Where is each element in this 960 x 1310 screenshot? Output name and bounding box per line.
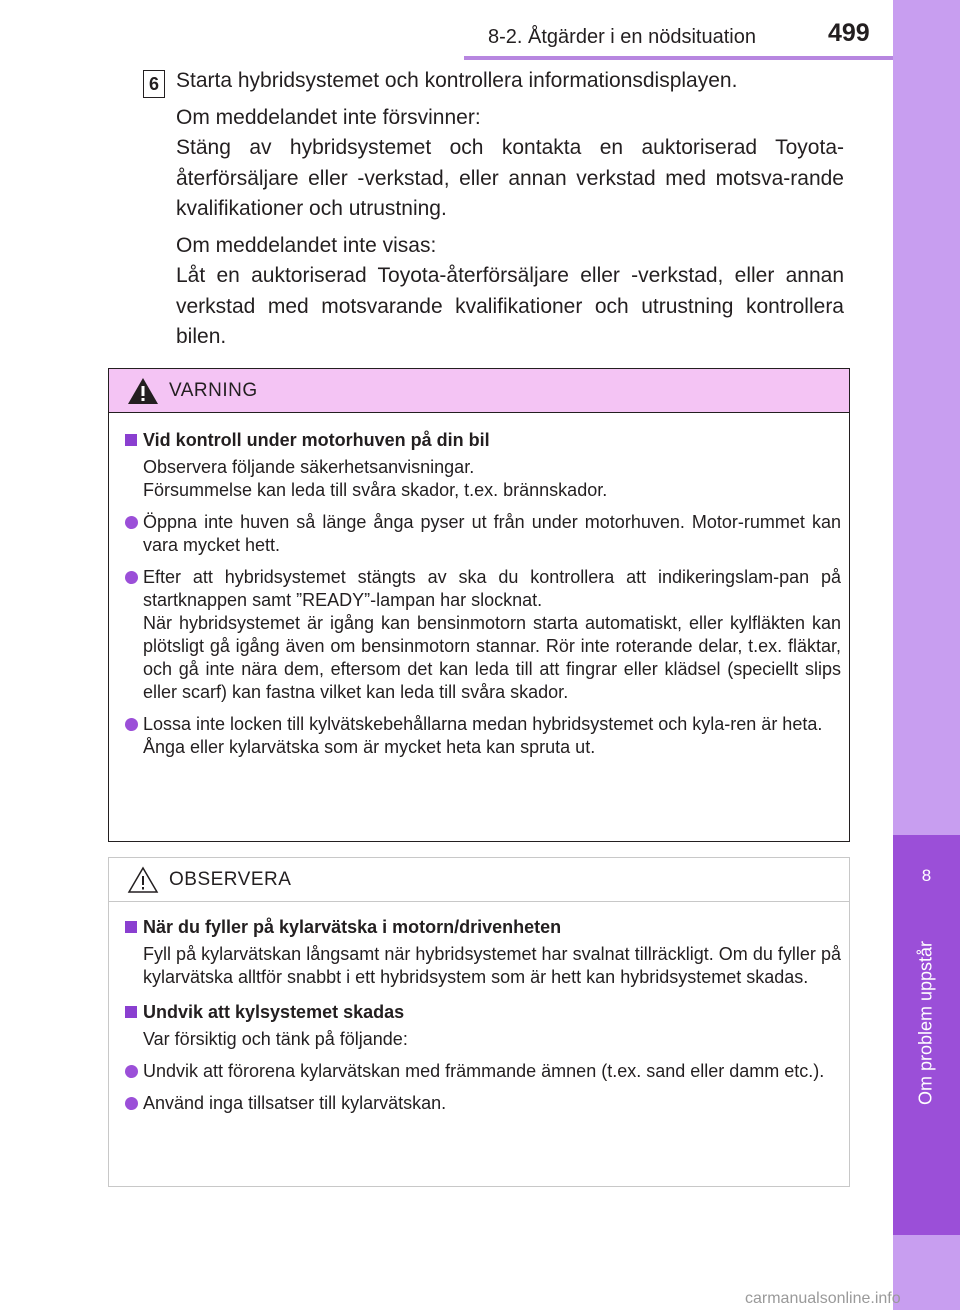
warning-body <box>123 429 841 759</box>
notice-subheading-2: Undvik att kylsystemet skadas <box>123 1001 841 1024</box>
round-bullet-icon <box>125 718 138 731</box>
notice-section-1-text: Fyll på kylarvätskan långsamt när hybridsystemet har svalnat tillräckligt. Om du fyller på kylarvätska alltför snabbt i ett hybridsystem som är hett kan hybridsystemet skadas. <box>143 944 841 987</box>
warning-bullet: Lossa inte locken till kylvätskebehållarna medan hybridsystemet och kyla-ren är heta. Ånga eller kylarvätska som är mycket heta kan spruta ut. <box>123 713 841 759</box>
warning-triangle-icon <box>127 377 159 405</box>
notice-header <box>109 858 849 902</box>
step-line-5: Låt en auktoriserad Toyota-återförsäljare eller -verkstad, eller annan verkstad med motsvarande kvalifikationer och utrustning kontrollera bilen. <box>176 264 844 348</box>
warning-intro-2: Försummelse kan leda till svåra skador, t.ex. brännskador. <box>143 480 608 500</box>
warning-bullet: Efter att hybridsystemet stängts av ska du kontrollera att indikeringslam-pan på startknappen samt ”READY”-lampan har slocknat. När hybridsystemet är igång kan bensinmotorn starta automatiskt, eller kylfläkten kan plötsligt gå igång även om bensinmotorn stannar. Rör inte roterande delar, t.ex. fläktar, och gå inte nära dem, eftersom det kan leda till att fingrar eller klädsel (speciellt slips eller scarf) kan fastna vilket kan leda till svåra skador. <box>123 566 841 704</box>
section-title: 8-2. Åtgärder i en nödsituation <box>488 26 756 48</box>
square-bullet-icon <box>125 921 137 933</box>
caution-triangle-icon <box>127 866 159 894</box>
watermark: carmanualsonline.info <box>745 1290 901 1307</box>
step-number-badge: 6 <box>143 70 165 98</box>
step-line-3: Stäng av hybridsystemet och kontakta en auktoriserad Toyota-återförsäljare eller -verkstad, eller annan verkstad med motsva-rande kvalifikationer och utrustning. <box>176 136 844 220</box>
round-bullet-icon <box>125 516 138 529</box>
step-instructions <box>176 66 844 353</box>
notice-subheading-1: När du fyller på kylarvätska i motorn/drivenheten <box>123 916 841 939</box>
square-bullet-icon <box>125 1006 137 1018</box>
step-line-4: Om meddelandet inte visas: <box>176 233 437 257</box>
notice-box <box>108 857 850 1187</box>
notice-bullet: Använd inga tillsatser till kylarvätskan. <box>123 1092 841 1115</box>
notice-label: OBSERVERA <box>169 869 292 890</box>
round-bullet-icon <box>125 1097 138 1110</box>
warning-intro-1: Observera följande säkerhetsanvisningar. <box>143 457 475 477</box>
warning-subheading: Vid kontroll under motorhuven på din bil <box>123 429 841 452</box>
warning-bullet: Öppna inte huven så länge ånga pyser ut från under motorhuven. Motor-rummet kan vara mycket hett. <box>123 511 841 557</box>
square-bullet-icon <box>125 434 137 446</box>
step-line-1: Starta hybridsystemet och kontrollera informationsdisplayen. <box>176 69 738 92</box>
warning-label: VARNING <box>169 380 258 401</box>
notice-section-2-text: Var försiktig och tänk på följande: <box>143 1029 408 1049</box>
notice-body <box>123 916 841 1115</box>
step-line-2: Om meddelandet inte försvinner: <box>176 105 481 129</box>
page-number: 499 <box>828 19 870 47</box>
round-bullet-icon <box>125 1065 138 1078</box>
round-bullet-icon <box>125 571 138 584</box>
header-rule <box>464 56 893 60</box>
notice-bullet: Undvik att förorena kylarvätskan med främmande ämnen (t.ex. sand eller damm etc.). <box>123 1060 841 1083</box>
chapter-title: Om problem uppstår <box>915 940 936 1106</box>
warning-header <box>109 369 849 413</box>
warning-box <box>108 368 850 842</box>
chapter-number: 8 <box>921 866 932 885</box>
